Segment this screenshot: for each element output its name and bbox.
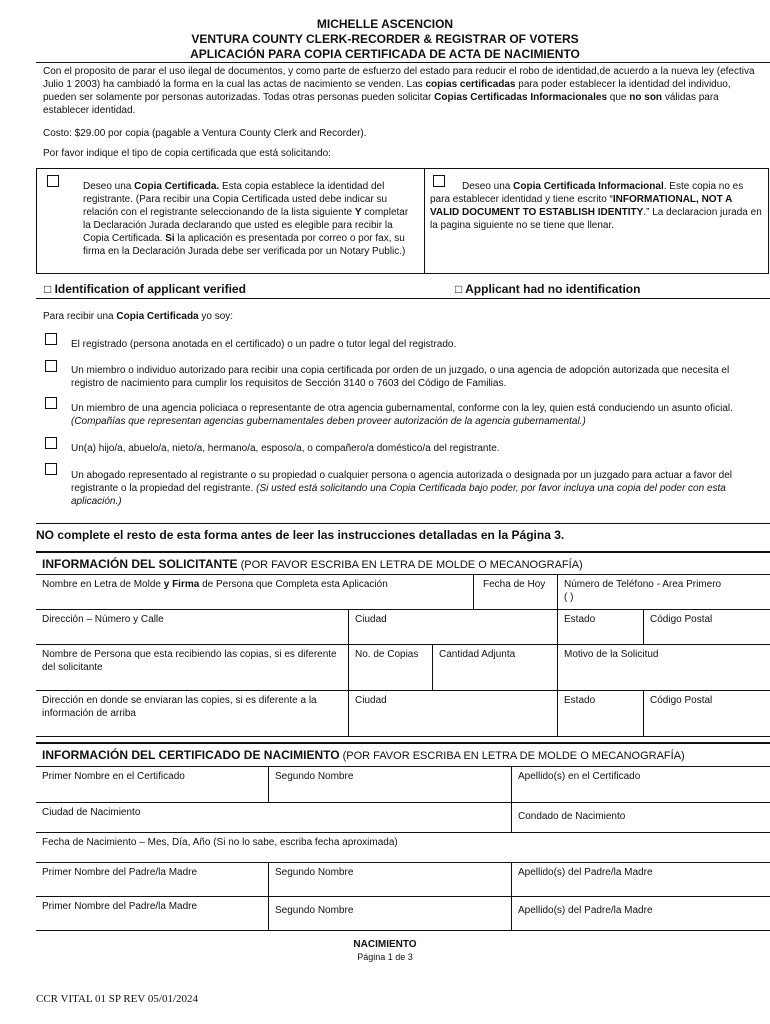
date-field[interactable]: Fecha de Hoy xyxy=(474,575,558,610)
header-divider xyxy=(36,62,770,63)
option-checkbox[interactable] xyxy=(45,437,57,449)
id-verified-checkbox[interactable]: □ Identification of applicant verified xyxy=(44,282,246,296)
applicant-section-heading: INFORMACIÓN DEL SOLICITANTE (POR FAVOR ESCRIBA EN LETRA DE MOLDE O MECANOGRAFÍA) xyxy=(36,551,770,571)
mailing-zip-field[interactable]: Código Postal xyxy=(644,691,770,737)
official-name: MICHELLE ASCENCION xyxy=(316,17,454,31)
birth-county-field[interactable]: Condado de Nacimiento xyxy=(512,803,770,833)
relationship-option-registrant[interactable]: El registrado (persona anotada en el certificado) o un padre o tutor legal del registrado. xyxy=(45,333,760,351)
page-number: Página 1 de 3 xyxy=(357,952,413,962)
first-name-field[interactable]: Primer Nombre en el Certificado xyxy=(36,767,269,803)
middle-name-field[interactable]: Segundo Nombre xyxy=(269,767,512,803)
num-copies-field[interactable]: No. de Copias xyxy=(349,645,433,691)
option-checkbox[interactable] xyxy=(45,463,57,475)
option-checkbox[interactable] xyxy=(45,397,57,409)
form-code: CCR VITAL 01 SP REV 05/01/2024 xyxy=(36,993,199,1005)
office-name: VENTURA COUNTY CLERK-RECORDER & REGISTRAR OF VOTERS xyxy=(191,32,579,46)
relationship-option-agency[interactable]: Un miembro de una agencia policiaca o representante de otra agencia gubernamental, conforme con la ley, quien está conduciendo un asunto oficial. (Compañías que representan agencias gubernamentales deben proveer autorización de la agencia gubernamental.) xyxy=(45,397,760,429)
last-name-field[interactable]: Apellido(s) en el Certificado xyxy=(512,767,770,803)
parent2-middle-field[interactable]: Segundo Nombre xyxy=(269,897,512,931)
state-field[interactable]: Estado xyxy=(558,610,644,645)
mailing-state-field[interactable]: Estado xyxy=(558,691,644,737)
copy-type-box xyxy=(36,168,769,274)
recipient-name-field[interactable]: Nombre de Persona que esta recibiendo las copias, si es diferente del solicitante xyxy=(36,645,349,691)
parent1-first-field[interactable]: Primer Nombre del Padre/la Madre xyxy=(36,863,269,897)
reason-field[interactable]: Motivo de la Solicitud xyxy=(558,645,770,691)
mailing-city-field[interactable]: Ciudad xyxy=(349,691,558,737)
parent2-last-field[interactable]: Apellido(s) del Padre/la Madre xyxy=(512,897,770,931)
indicate-text: Por favor indique el tipo de copia certificada que está solicitando: xyxy=(43,148,331,159)
applicant-grid xyxy=(36,574,770,736)
amount-field[interactable]: Cantidad Adjunta xyxy=(433,645,558,691)
option-checkbox[interactable] xyxy=(45,333,57,345)
certified-copy-text: Deseo una Copia Certificada. Esta copia establece la identidad del registrante. (Para recibir una Copia Certificada usted debe indicar su relación con el registrante seleccionando de la lista siguiente Y completar la Declaración Jurada declarando que usted es elegible para recibir la Copia Certificada. Si la aplicación es presentada por correo o por fax, su firma en la Declaración Jurada debe ser verificada por un Notary Public.) xyxy=(83,181,409,257)
signature-field[interactable]: Nombre en Letra de Molde y Firma de Persona que Completa esta Aplicación xyxy=(36,575,474,610)
relationship-option-family[interactable]: Un(a) hijo/a, abuelo/a, nieto/a, hermano/a, esposo/a, o compañero/a doméstico/a del registrante. xyxy=(45,437,760,455)
birth-section-heading: INFORMACIÓN DEL CERTIFICADO DE NACIMIENTO (POR FAVOR ESCRIBA EN LETRA DE MOLDE O MECANOGRAFÍA) xyxy=(36,742,770,762)
zip-field[interactable]: Código Postal xyxy=(644,610,770,645)
address-field[interactable]: Dirección – Número y Calle xyxy=(36,610,349,645)
birth-city-field[interactable]: Ciudad de Nacimiento xyxy=(36,803,512,833)
form-title: APLICACIÓN PARA COPIA CERTIFICADA DE ACTA DE NACIMIENTO xyxy=(190,47,580,61)
no-id-checkbox[interactable]: □ Applicant had no identification xyxy=(455,282,641,296)
copy-type-divider xyxy=(424,169,425,273)
parent1-middle-field[interactable]: Segundo Nombre xyxy=(269,863,512,897)
cost-text: Costo: $29.00 por copia (pagable a Ventura County Clerk and Recorder). xyxy=(43,128,367,139)
mailing-address-field[interactable]: Dirección en donde se enviaran las copies, si es diferente a la información de arriba xyxy=(36,691,349,737)
certified-copy-checkbox[interactable] xyxy=(47,175,59,187)
option-checkbox[interactable] xyxy=(45,360,57,372)
footer-label: NACIMIENTO xyxy=(353,939,417,950)
birth-date-field[interactable]: Fecha de Nacimiento – Mes, Día, Año (Si no lo sabe, escriba fecha aproximada) xyxy=(36,833,770,863)
informational-copy-text: Deseo una Copia Certificada Informacional. Este copia no es para establecer identidad y tiene escrito “INFORMATIONAL, NOT A VALID DOCUMENT TO ESTABLISH IDENTITY.” La declaracion jurada en la pagina siguiente no se tiene que llenar. xyxy=(430,181,762,231)
phone-field[interactable]: Número de Teléfono - Area Primero ( ) xyxy=(558,575,770,610)
city-field[interactable]: Ciudad xyxy=(349,610,558,645)
warning-text: NO complete el resto de esta forma antes de leer las instrucciones detalladas en la Página 3. xyxy=(36,523,770,542)
verification-divider xyxy=(36,298,770,299)
relationship-lead: Para recibir una Copia Certificada yo soy: xyxy=(43,311,234,322)
relationship-option-attorney[interactable]: Un abogado representado al registrante o su propiedad o cualquier persona o agencia autorizada o designada por un juzgado para actuar a favor del registrante o la propiedad del registrante. (Si usted está solicitando una Copia Certificada bajo poder, por favor incluya una copia del poder con esta aplicación.) xyxy=(45,463,760,509)
parent1-last-field[interactable]: Apellido(s) del Padre/la Madre xyxy=(512,863,770,897)
intro-paragraph: Con el proposito de parar el uso ilegal de documentos, y como parte de esfuerzo del estado para reducir el robo de identidad,de acuerdo a la nueva ley (efectiva Julio 1 2003) ha cambiadó la forma en la cual las actas de nacimiento se venden. Las copias certificadas para poder establecer la identidad del individuo, pueden ser solamente por personas autorizadas. Todas otras personas pueden solicitar Copias Certificadas Informacionales que no son válidas para establecer identidad. xyxy=(43,66,755,116)
birth-grid xyxy=(36,766,770,930)
relationship-option-court[interactable]: Un miembro o individuo autorizado para recibir una copia certificada por orden de un juzgado, o una agencia de adopción autorizada que necesita el registro de nacimiento para cumplir los requisitos de Sección 3140 o 7603 del Código de Familias. xyxy=(45,360,760,392)
parent2-first-field[interactable]: Primer Nombre del Padre/la Madre xyxy=(36,897,269,931)
